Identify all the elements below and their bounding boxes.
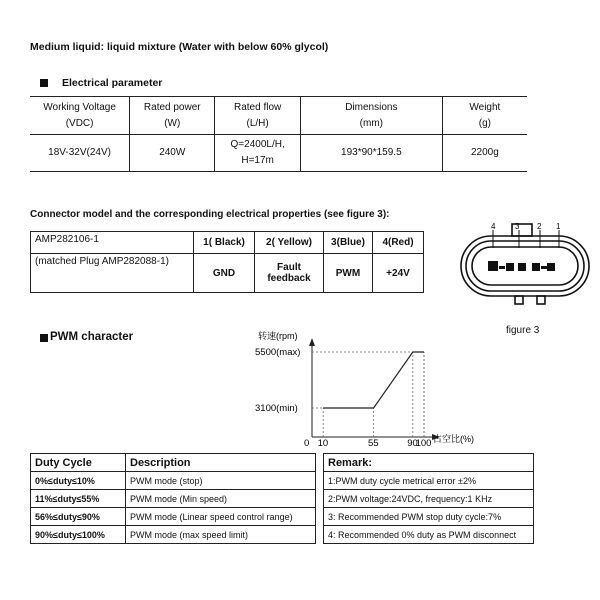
- pin-signal: +24V: [373, 254, 424, 293]
- pin-number: 3: [515, 222, 520, 231]
- x-axis-label: 占空比(%): [433, 434, 474, 444]
- connector-model: AMP282106-1: [31, 232, 194, 254]
- pin-label: 4(Red): [373, 232, 424, 254]
- connector-heading: Connector model and the corresponding electrical properties (see figure 3):: [30, 209, 390, 220]
- pin-signal: PWM: [324, 254, 373, 293]
- x-tick-label: 0: [304, 438, 310, 449]
- pin-number: 4: [491, 222, 496, 231]
- duty-range: 56%≤duty≤90%: [31, 508, 126, 526]
- table-cell: 193*90*159.5: [300, 135, 442, 172]
- y-axis-label: 转速(rpm): [258, 331, 298, 341]
- x-tick-label: 10: [317, 438, 329, 449]
- duty-cycle-table: [30, 453, 316, 544]
- remark-header: Remark:: [324, 454, 534, 472]
- table-cell: 2200g: [442, 135, 527, 172]
- pin-number: 1: [556, 222, 561, 231]
- table-cell: 240W: [130, 135, 215, 172]
- duty-description: PWM mode (Linear speed control range): [126, 508, 316, 526]
- table-header-cell: Weight (g): [442, 97, 527, 135]
- pin-label: 1( Black): [194, 232, 255, 254]
- table-header-cell: Rated power (W): [130, 97, 215, 135]
- table-row: [31, 472, 316, 490]
- figure-caption: figure 3: [506, 325, 540, 336]
- duty-description: PWM mode (max speed limit): [126, 526, 316, 544]
- table-row: [31, 490, 316, 508]
- table-row: [324, 490, 534, 508]
- remark-item: 2:PWM voltage:24VDC, frequency:1 KHz: [324, 490, 534, 508]
- pin-label: 3(Blue): [324, 232, 373, 254]
- table-row: [324, 472, 534, 490]
- pin-label: 2( Yellow): [255, 232, 324, 254]
- remark-item: 1:PWM duty cycle metrical error ±2%: [324, 472, 534, 490]
- duty-description: PWM mode (Min speed): [126, 490, 316, 508]
- pwm-heading: PWM character: [50, 331, 134, 343]
- pin-number: 2: [537, 222, 542, 231]
- duty-description: PWM mode (stop): [126, 472, 316, 490]
- pin-signal: Fault feedback: [255, 254, 324, 293]
- table-row: [31, 508, 316, 526]
- electrical-heading: Electrical parameter: [62, 77, 163, 89]
- table-row: [31, 526, 316, 544]
- x-tick-label: 90: [407, 438, 418, 449]
- duty-range: 0%≤duty≤10%: [31, 472, 126, 490]
- table-header-row: [324, 454, 534, 472]
- remark-item: 3: Recommended PWM stop duty cycle:7%: [324, 508, 534, 526]
- x-tick-label: 55: [368, 438, 379, 449]
- table-header-cell: Dimensions (mm): [300, 97, 442, 135]
- y-tick-label: 5500(max): [255, 347, 301, 358]
- table-header-row: [31, 454, 316, 472]
- table-header-cell: Duty Cycle: [31, 454, 126, 472]
- table-cell: Q=2400L/H, H=17m: [215, 135, 301, 172]
- table-header-cell: Rated flow (L/H): [215, 97, 301, 135]
- medium-liquid-text: Medium liquid: liquid mixture (Water with below 60% glycol): [30, 41, 329, 53]
- connector-plug: (matched Plug AMP282088-1): [31, 254, 194, 293]
- y-tick-label: 3100(min): [255, 403, 298, 414]
- y-axis-arrow-icon: [309, 338, 315, 346]
- table-row: [324, 526, 534, 544]
- duty-range: 90%≤duty≤100%: [31, 526, 126, 544]
- remark-item: 4: Recommended 0% duty as PWM disconnect: [324, 526, 534, 544]
- x-tick-label: 100: [415, 438, 432, 449]
- pin-signal: GND: [194, 254, 255, 293]
- table-row: [324, 508, 534, 526]
- remark-table: [323, 453, 534, 544]
- series-line: [323, 352, 424, 408]
- table-header-cell: Description: [126, 454, 316, 472]
- table-cell: 18V-32V(24V): [30, 135, 130, 172]
- duty-range: 11%≤duty≤55%: [31, 490, 126, 508]
- table-header-cell: Working Voltage (VDC): [30, 97, 130, 135]
